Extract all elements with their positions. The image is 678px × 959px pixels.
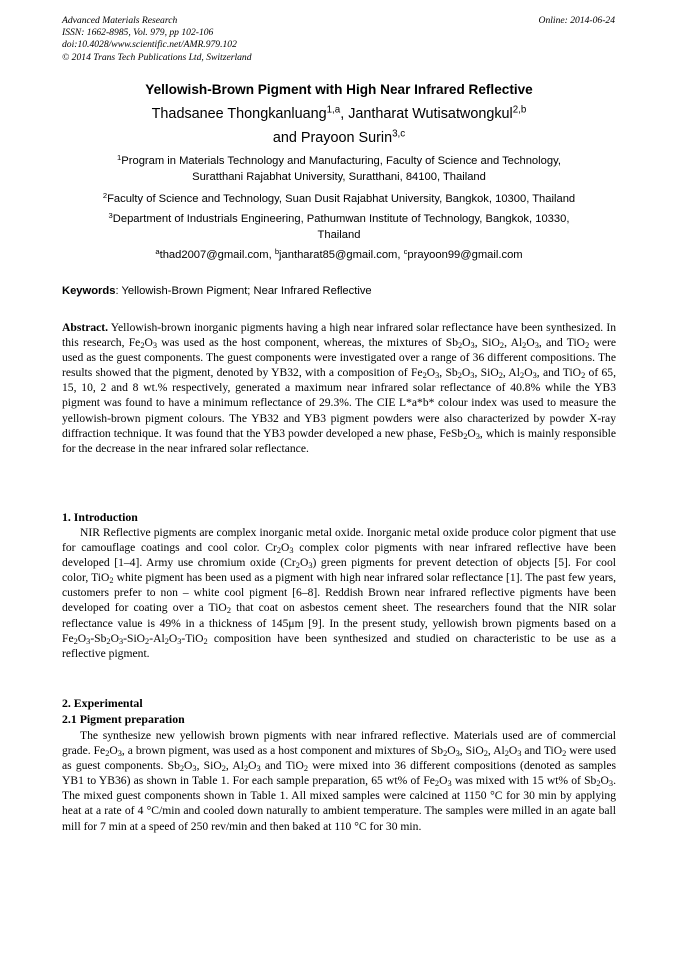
subscript: 2	[226, 606, 231, 616]
subscript: 2	[276, 546, 282, 556]
abstract-text: O	[467, 426, 476, 440]
subscript: 2	[164, 636, 169, 646]
subscript: 2	[498, 371, 503, 381]
subscript: 2	[303, 764, 309, 774]
intro-text: O	[77, 631, 87, 645]
email-1: thad2007@gmail.com,	[159, 249, 275, 261]
subscript: 3	[177, 636, 182, 646]
subscript: 3	[470, 371, 475, 381]
doi-line: doi:10.4028/www.scientific.net/AMR.979.102	[62, 39, 237, 51]
subscript: 2	[581, 371, 586, 381]
subscript: 3	[534, 341, 539, 351]
intro-text: O	[168, 631, 178, 645]
exp-text: O	[439, 774, 448, 788]
subscript: 2	[109, 576, 114, 586]
affiliation-1	[60, 154, 618, 185]
intro-text: O	[281, 541, 290, 555]
exp-text: O	[447, 744, 456, 758]
abstract	[62, 320, 616, 456]
author-2: Jantharat Wutisatwongkul	[348, 106, 513, 122]
affiliation-2	[60, 192, 618, 208]
subscript: 2	[520, 371, 525, 381]
exp-text: were mixed into 36 different compositions (denoted as samples YB1 to YB36) as shown in Table 1. For each sample preparation, 65 wt% of Fe	[62, 759, 616, 788]
subscript: 2	[243, 764, 249, 774]
subscript: 2	[457, 371, 462, 381]
affil-3-line-2: Thailand	[317, 228, 361, 241]
abstract-text: O	[526, 336, 535, 350]
author-line-1	[60, 102, 618, 126]
abstract-label: Abstract.	[62, 321, 109, 334]
subscript: 2	[596, 779, 601, 789]
affiliation-3	[60, 212, 618, 243]
online-date: Online: 2014-06-24	[538, 15, 615, 26]
exp-text: . The mixed guest components shown in Table 1. All mixed samples were calcined at 1150 °C for 30 min by applying heat at a rate of 4 °C/min and cooled down naturally to ambient temperature. The samples were milled in an agate ball mill for 7 min at a speed of 250 rev/min and then baked at 110 °C for 30 min.	[62, 774, 616, 833]
abstract-text: , and TiO	[536, 366, 582, 380]
email-a-sup: a	[155, 246, 160, 256]
keywords	[62, 284, 618, 299]
subscript: 3	[608, 779, 614, 789]
keywords-label: Keywords	[62, 285, 116, 297]
abstract-text: , SiO	[474, 366, 499, 380]
author-1: Thadsanee Thongkanluang	[151, 106, 327, 122]
subscript: 3	[447, 779, 452, 789]
exp-text: O	[508, 744, 518, 758]
subscript: 3	[517, 749, 522, 759]
affil-2-line: Faculty of Science and Technology, Suan Dusit Rajabhat University, Bangkok, 10300, Thailand	[107, 193, 576, 205]
exp-text: The synthesize new yellowish brown pigments with near infrared reflective. Materials used are of commercial grade. Fe	[62, 729, 616, 758]
abstract-text: O	[426, 366, 436, 380]
subscript: 2	[73, 636, 78, 646]
author-3-sup: 3,c	[392, 128, 406, 140]
exp-text: , a brown pigment, was used as a host component and mixtures of Sb	[121, 744, 444, 758]
abstract-text: O	[144, 336, 153, 350]
section-heading-introduction: 1. Introduction	[62, 510, 138, 524]
subscript: 2	[140, 341, 145, 351]
subscript: 2	[504, 749, 509, 759]
subscript: 2	[295, 561, 300, 571]
email-b-sup: b	[274, 246, 280, 256]
subscript: 3	[470, 341, 475, 351]
email-3: prayoon99@gmail.com	[407, 249, 523, 261]
journal-header	[62, 15, 252, 64]
subscript: 2	[179, 764, 185, 774]
intro-text: complex color pigments with near infrared reflective have been developed [1–4]. Army use chromium oxide (Cr	[62, 541, 616, 570]
intro-text: -Al	[149, 631, 165, 645]
journal-name: Advanced Materials Research	[62, 15, 178, 26]
subscript: 2	[499, 341, 505, 351]
abstract-text: Yellowish-brown inorganic pigments having a high near infrared solar reflectance have been synthesized. In this research, Fe	[62, 321, 616, 350]
subscript: 2	[105, 749, 110, 759]
abstract-text: O	[461, 366, 471, 380]
subscript: 2	[463, 431, 468, 441]
exp-text: , Al	[487, 744, 505, 758]
exp-text: O	[600, 774, 609, 788]
exp-text: and TiO	[521, 744, 563, 758]
intro-text: composition have been synthesized and studied on characteristic to be use as a reflective pigment.	[62, 631, 616, 660]
subscript: 3	[117, 749, 122, 759]
intro-text: white pigment has been used as a pigment with high near infrared solar reflectance [1]. The past few years, customers prefer to non – white cool pigment [6–8]. Reddish Brown near infrared reflective pigments have been developed for coating over a TiO	[62, 571, 616, 615]
subscript: 3	[308, 561, 313, 571]
issn-line: ISSN: 1662-8985, Vol. 979, pp 102-106	[62, 27, 214, 39]
author-list	[60, 102, 618, 150]
subscript: 2	[522, 341, 527, 351]
author-line-2	[60, 126, 618, 150]
affil-1-line-2: Suratthani Rajabhat University, Suratthani, 84100, Thailand	[192, 170, 486, 183]
subscript: 2	[145, 636, 150, 646]
subscript: 3	[289, 546, 294, 556]
exp-text: O	[248, 759, 257, 773]
subscript: 2	[221, 764, 226, 774]
affil-2-num: 2	[102, 190, 108, 200]
introduction-text	[62, 525, 616, 661]
intro-text: -Sb	[90, 631, 107, 645]
subscript: 3	[435, 371, 440, 381]
subscript: 3	[256, 764, 261, 774]
author-2-sup: 2,b	[512, 104, 527, 116]
section-heading-experimental: 2. Experimental	[62, 696, 143, 710]
abstract-text: O	[462, 336, 471, 350]
affil-3-line-1: Department of Industrials Engineering, Pathumwan Institute of Technology, Bangkok, 10330,	[112, 213, 570, 225]
exp-text: was mixed with 15 wt% of Sb	[451, 774, 597, 788]
exp-text: and TiO	[260, 759, 304, 773]
subscript: 3	[152, 341, 158, 351]
copyright-line: © 2014 Trans Tech Publications Ltd, Switzerland	[62, 51, 252, 63]
subscript: 2	[434, 779, 440, 789]
abstract-text: , Sb	[439, 366, 458, 380]
abstract-text: , Al	[504, 336, 523, 350]
email-c-sup: c	[403, 246, 408, 256]
subscript: 2	[458, 341, 463, 351]
subscript: 2	[443, 749, 448, 759]
abstract-text: of 65, 15, 10, 2 and 8 wt.% respectively, generated a maximum near infrared solar reflectance of 40.8% while the YB3 pigment was found to have a minimum reflectance of 29.3%. The CIE L*a*b* colour index was used to measure the yellowish-brown pigment colours. The YB32 and YB3 pigment powders were also characterized by powder X-ray diffraction technique. It was found that the YB3 powder developed a new phase, FeSb	[62, 366, 616, 440]
intro-text: ) green pigments for prevent detection of objects [5]. For cool color, TiO	[62, 556, 616, 585]
subscript: 3	[532, 371, 537, 381]
exp-text: , SiO	[459, 744, 484, 758]
email-line	[60, 248, 618, 264]
abstract-text: O	[524, 366, 533, 380]
abstract-text: , which is mainly responsible for the decrease in the near infrared solar reflectance.	[62, 426, 616, 455]
subscript: 3	[455, 749, 460, 759]
subscript: 2	[422, 371, 427, 381]
subscript: 2	[106, 636, 111, 646]
experimental-text	[62, 728, 616, 834]
author-1-sup: 1,a	[326, 104, 341, 116]
subsection-heading-pigment-preparation: 2.1 Pigment preparation	[62, 712, 185, 726]
exp-text: O	[109, 744, 118, 758]
subscript: 3	[118, 636, 124, 646]
paper-title: Yellowish-Brown Pigment with High Near Infrared Reflective	[145, 82, 533, 97]
author-3: Prayoon Surin	[300, 130, 393, 146]
intro-text: -TiO	[181, 631, 204, 645]
intro-text: O	[110, 631, 119, 645]
exp-text: were used as guest components. Sb	[62, 744, 616, 773]
intro-text: -SiO	[123, 631, 146, 645]
exp-text: O	[184, 759, 193, 773]
abstract-text: , and TiO	[538, 336, 586, 350]
affil-1-num: 1	[117, 152, 122, 162]
subscript: 2	[203, 636, 208, 646]
intro-text: that coat on asbestos cement sheet. The researchers found that the NIR solar reflectance value is 49% in a thickness of 145μm [9]. In the present study, yellowish brown pigments based on a Fe	[62, 601, 616, 645]
affil-1-line-1: Program in Materials Technology and Manufacturing, Faculty of Science and Technology,	[121, 155, 561, 167]
exp-text: , Al	[225, 759, 244, 773]
subscript: 3	[475, 431, 480, 441]
affil-3-num: 3	[108, 210, 113, 220]
author-sep: ,	[340, 106, 349, 122]
author-and: and	[272, 130, 301, 146]
subscript: 3	[86, 636, 91, 646]
intro-text: O	[299, 556, 309, 570]
exp-text: , SiO	[196, 759, 222, 773]
abstract-text: , SiO	[474, 336, 500, 350]
subscript: 3	[192, 764, 197, 774]
abstract-text: was used as the host component, whereas, the mixtures of Sb	[157, 336, 458, 350]
abstract-text: were used as the guest components. The guest components were investigated over a range of 36 different compositions. The results showed that the pigment, denoted by YB32, with a composition of Fe	[62, 336, 616, 380]
intro-text: NIR Reflective pigments are complex inorganic metal oxide. Inorganic metal oxide produce color pigment that use for camouflage coatings and cool color. Cr	[62, 526, 616, 555]
abstract-text: , Al	[502, 366, 521, 380]
subscript: 2	[562, 749, 567, 759]
keywords-text: : Yellowish-Brown Pigment; Near Infrared Reflective	[115, 285, 372, 297]
subscript: 2	[585, 341, 590, 351]
subscript: 2	[483, 749, 488, 759]
email-2: jantharat85@gmail.com,	[279, 249, 404, 261]
